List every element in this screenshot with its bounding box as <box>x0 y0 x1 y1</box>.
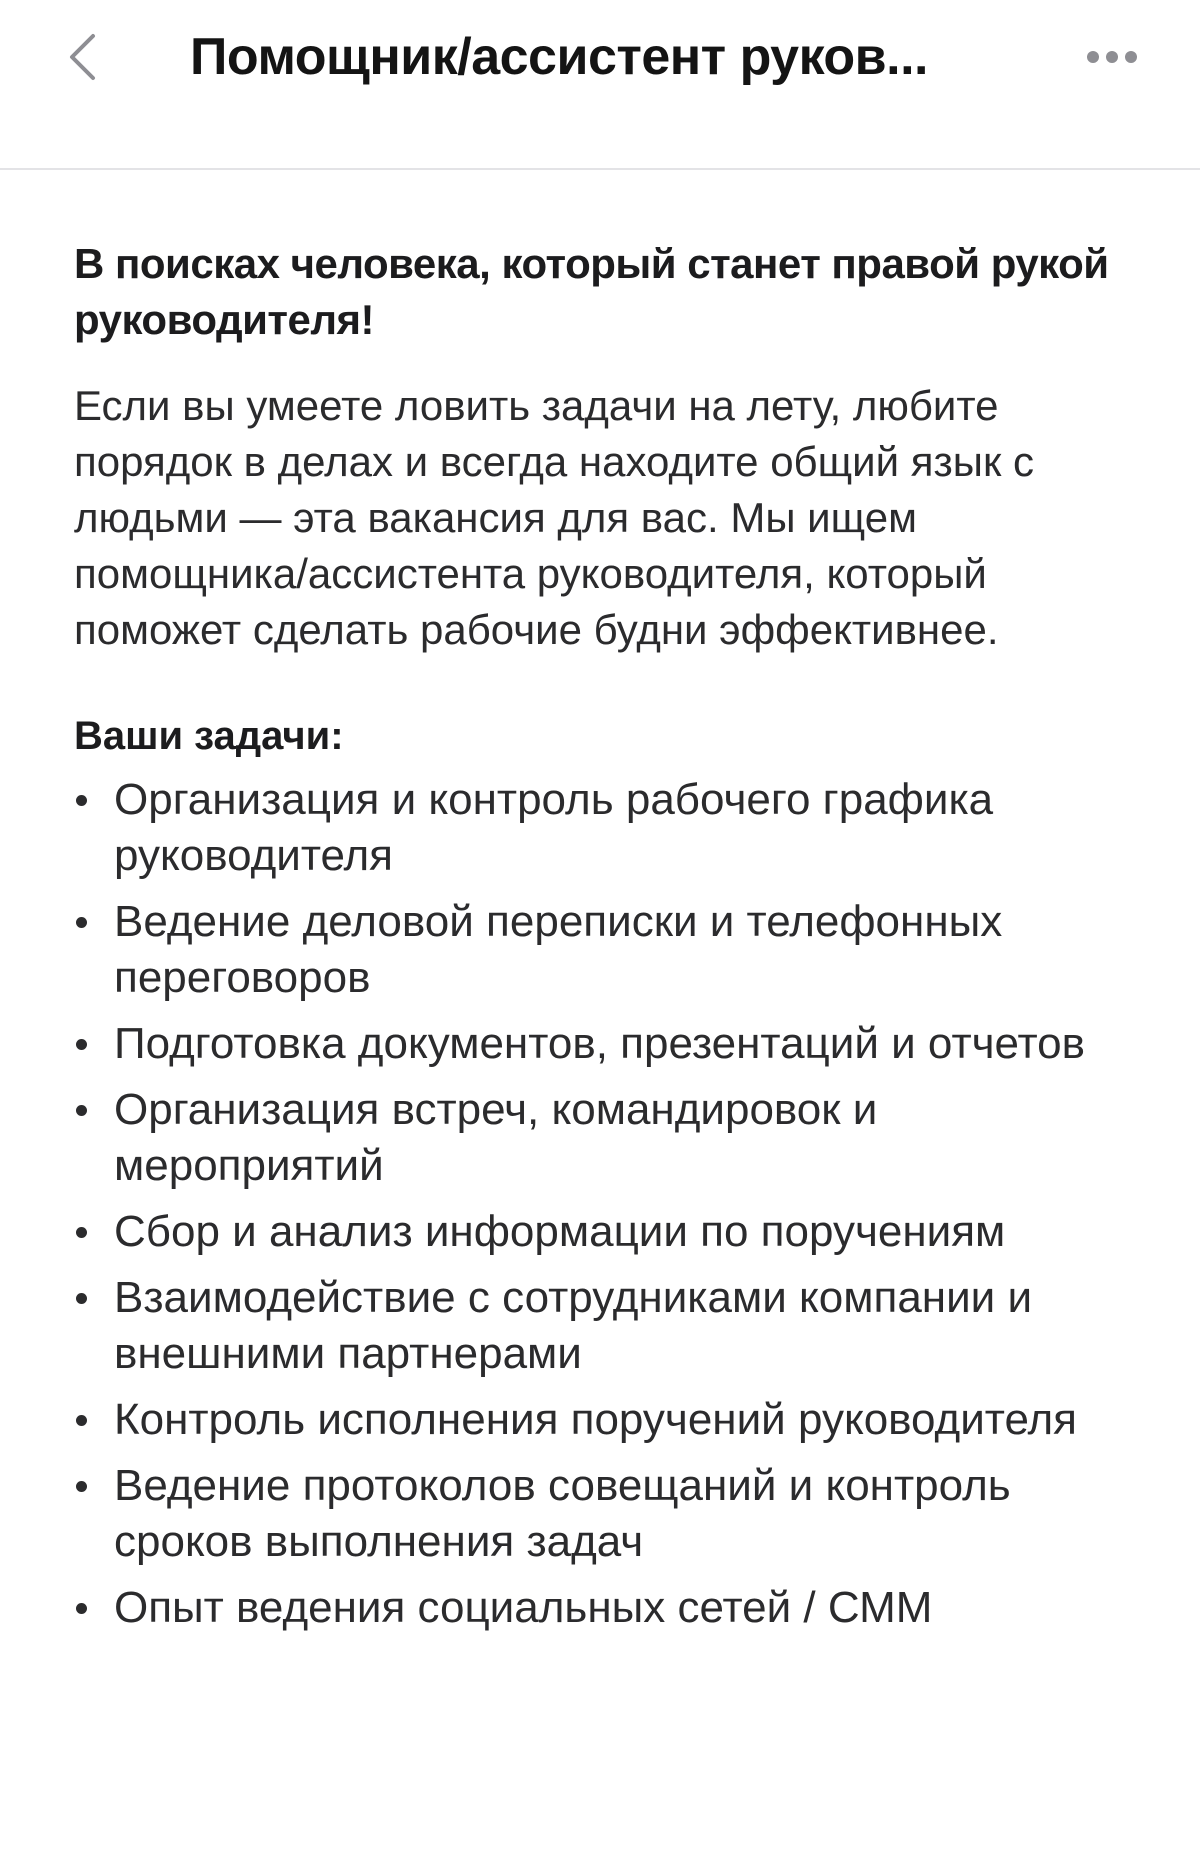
task-list-item <box>74 1270 1124 1382</box>
bullet-icon <box>76 1603 87 1614</box>
chevron-left-icon <box>67 33 97 81</box>
more-button[interactable] <box>1078 22 1146 92</box>
bullet-icon <box>76 795 87 806</box>
tasks-heading: Ваши задачи: <box>74 714 344 758</box>
bullet-icon <box>76 1105 87 1116</box>
task-text: Подготовка документов, презентаций и отчетов <box>114 1019 1086 1068</box>
task-text: Ведение деловой переписки и телефонных переговоров <box>114 897 1003 1002</box>
vacancy-description <box>74 236 1134 1646</box>
bullet-icon <box>76 1227 87 1238</box>
vacancy-headline: В поисках человека, который станет правой рукой руководителя! <box>74 240 1109 343</box>
task-text: Сбор и анализ информации по поручениям <box>114 1207 1006 1256</box>
bullet-icon <box>76 1415 87 1426</box>
task-text: Организация и контроль рабочего графика руководителя <box>114 775 994 880</box>
task-list-item <box>74 1204 1124 1260</box>
vacancy-intro: Если вы умеете ловить задачи на лету, любите порядок в делах и всегда находите общий язык с людьми — эта вакансия для вас. Мы ищем помощника/ассистента руководителя, который поможет сделать рабочие будни эффективнее. <box>74 382 1034 653</box>
more-horizontal-icon <box>1086 50 1138 64</box>
page-title: Помощник/ассистент руков... <box>190 28 928 86</box>
task-list-item <box>74 1016 1124 1072</box>
task-list-item <box>74 1458 1124 1570</box>
tasks-list <box>74 772 1134 1636</box>
task-list-item <box>74 1082 1124 1194</box>
bullet-icon <box>76 1039 87 1050</box>
top-navigation-bar <box>0 0 1200 170</box>
task-text: Контроль исполнения поручений руководителя <box>114 1395 1077 1444</box>
task-text: Взаимодействие с сотрудниками компании и внешними партнерами <box>114 1273 1033 1378</box>
bullet-icon <box>76 917 87 928</box>
bullet-icon <box>76 1481 87 1492</box>
task-list-item <box>74 894 1124 1006</box>
task-list-item <box>74 1580 1124 1636</box>
task-text: Опыт ведения социальных сетей / СММ <box>114 1583 933 1632</box>
bullet-icon <box>76 1293 87 1304</box>
task-list-item <box>74 772 1124 884</box>
task-list-item <box>74 1392 1124 1448</box>
task-text: Ведение протоколов совещаний и контроль сроков выполнения задач <box>114 1461 1011 1566</box>
back-button[interactable] <box>52 22 112 92</box>
task-text: Организация встреч, командировок и мероприятий <box>114 1085 878 1190</box>
